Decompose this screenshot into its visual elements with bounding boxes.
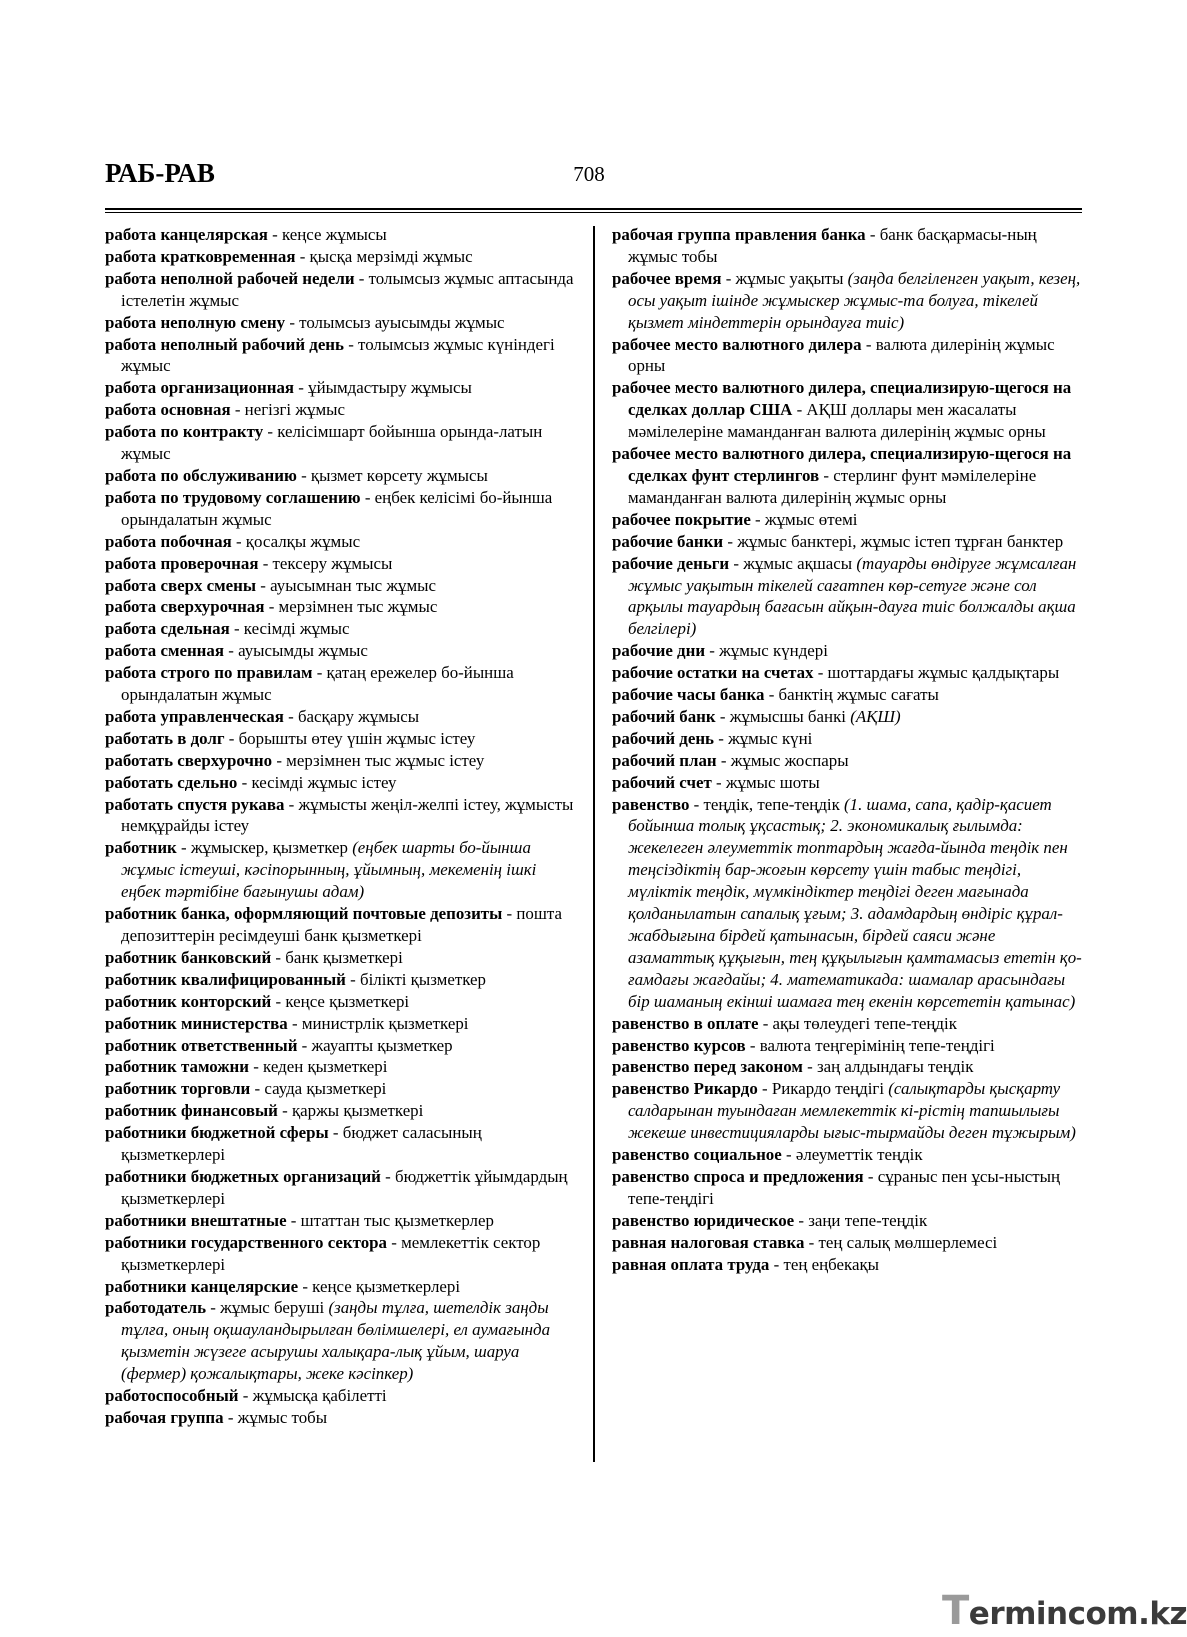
dictionary-entry	[612, 1210, 1082, 1232]
entry-term: работа неполной рабочей недели	[105, 268, 355, 288]
entry-term: рабочая группа правления банка	[612, 225, 866, 244]
dictionary-entry	[612, 684, 1082, 706]
entry-term: работа сверх смены	[105, 575, 257, 595]
entry-term: рабочие деньги	[612, 553, 730, 573]
entry-term: работник квалифицированный	[105, 969, 346, 989]
entry-term: работать в долг	[105, 728, 225, 748]
entry-translation: - ауысымнан тыс жұмыс	[256, 575, 436, 595]
dictionary-entry	[105, 1100, 575, 1122]
entry-term: работать сверхурочно	[105, 750, 273, 770]
entry-translation: - қысқа мерзімді жұмыс	[295, 246, 473, 266]
dictionary-entry	[612, 750, 1082, 772]
dictionary-entry	[105, 662, 575, 706]
watermark-logo	[942, 1588, 1187, 1634]
dictionary-entry	[612, 1035, 1082, 1057]
entry-term: равенство спроса и предложения	[612, 1166, 864, 1186]
entry-translation: - стерлинг фунт мәмілелеріне маманданған валюта дилерінің жұмыс орны	[628, 465, 1037, 507]
right-column	[612, 224, 1082, 1276]
entry-term: рабочие банки	[612, 531, 724, 551]
entry-translation: - қосалқы жұмыс	[231, 531, 361, 551]
dictionary-entry	[105, 1035, 575, 1057]
dictionary-entry	[612, 377, 1082, 443]
entry-translation: - мерзімнен тыс жұмыс	[264, 597, 438, 617]
entry-translation: - ұйымдастыру жұмысы	[294, 378, 472, 398]
entry-translation: - ақы төлеудегі тепе-теңдік	[758, 1013, 957, 1033]
dictionary-entry	[612, 268, 1082, 334]
dictionary-entry	[105, 399, 575, 421]
dictionary-entry	[105, 618, 575, 640]
dictionary-entry	[105, 553, 575, 575]
entry-term: работать спустя рукава	[105, 794, 285, 814]
dictionary-entry	[105, 575, 575, 597]
entry-translation: - жұмыс уақыты	[721, 268, 848, 288]
dictionary-entry	[105, 531, 575, 553]
dictionary-entry	[612, 224, 1082, 268]
header-rule-bottom	[105, 212, 1082, 213]
dictionary-entry	[105, 1078, 575, 1100]
dictionary-entry	[105, 947, 575, 969]
entry-term: работодатель	[105, 1298, 207, 1318]
dictionary-entry	[105, 1232, 575, 1276]
entry-term: работники внештатные	[105, 1210, 287, 1230]
entry-term: работники бюджетной сферы	[105, 1123, 329, 1143]
entry-term: работа основная	[105, 400, 231, 420]
dictionary-entry	[612, 1056, 1082, 1078]
entry-translation: - жауапты қызметкер	[297, 1035, 453, 1055]
entry-translation: - борышты өтеу үшін жұмыс істеу	[224, 728, 476, 748]
entry-term: работники канцелярские	[105, 1276, 299, 1296]
entry-term: работа по контракту	[105, 422, 264, 442]
entry-term: рабочие дни	[612, 641, 706, 661]
entry-translation: - толымсыз жұмыс күніндегі жұмыс	[121, 334, 555, 376]
entry-term: работник	[105, 838, 177, 858]
entry-translation: - жұмыс күндері	[705, 641, 828, 661]
entry-translation: - тең еңбекақы	[769, 1254, 880, 1274]
entry-term: работник ответственный	[105, 1035, 298, 1055]
entry-translation: - сұраныс пен ұсы-ныстың тепе-теңдігі	[628, 1166, 1061, 1208]
entry-translation: - жұмыс күні	[714, 728, 813, 748]
entry-term: работа организационная	[105, 378, 295, 398]
dictionary-entry	[105, 1297, 575, 1385]
entry-translation: - кеден қызметкері	[248, 1057, 388, 1077]
entry-translation: - штаттан тыс қызметкерлер	[286, 1210, 494, 1230]
entry-term: рабочие часы банка	[612, 685, 765, 705]
entry-term: работа канцелярская	[105, 225, 268, 244]
entry-term: работа сдельная	[105, 619, 230, 639]
entry-translation: - білікті қызметкер	[345, 969, 486, 989]
column-divider	[593, 226, 595, 1462]
dictionary-entry	[612, 531, 1082, 553]
entry-translation: - кесімді жұмыс істеу	[237, 772, 397, 792]
entry-term: равенство перед законом	[612, 1057, 803, 1077]
entry-translation: - жұмыскер, қызметкер	[176, 838, 353, 858]
entry-translation: - теңдік, тепе-теңдік	[689, 794, 845, 814]
entry-translation: - заңи тепе-теңдік	[794, 1210, 928, 1230]
entry-translation: - банк қызметкері	[271, 947, 403, 967]
dictionary-entry	[105, 706, 575, 728]
entry-note: (заңды тұлға, шетелдік заңды тұлға, оның оқшауландырылған бөлімшелері, ел аумағында қызметін жүзеге асырушы халықара-лық ұйым, шаруа (фермер) қожалықтары, жеке кәсіпкер)	[121, 1298, 551, 1384]
entry-translation: - ауысымды жұмыс	[224, 641, 368, 661]
entry-term: рабочее место валютного дилера, специализирую-щегося на сделках фунт стерлингов	[612, 444, 1072, 485]
entry-term: рабочий план	[612, 750, 717, 770]
dictionary-entry	[105, 1056, 575, 1078]
dictionary-entry	[612, 1013, 1082, 1035]
entry-translation: - басқару жұмысы	[283, 706, 420, 726]
entry-term: рабочий день	[612, 728, 714, 748]
dictionary-entry	[612, 728, 1082, 750]
entry-translation: - негізгі жұмыс	[230, 400, 345, 420]
entry-term: рабочий счет	[612, 772, 712, 792]
dictionary-entry	[105, 596, 575, 618]
dictionary-entry	[105, 224, 575, 246]
entry-translation: - валюта теңгерімінің тепе-теңдігі	[745, 1035, 995, 1055]
entry-translation: - министрлік қызметкері	[287, 1013, 469, 1033]
dictionary-entry	[612, 706, 1082, 728]
dictionary-entry	[612, 662, 1082, 684]
entry-term: работа проверочная	[105, 553, 259, 573]
entry-term: равенство Рикардо	[612, 1079, 758, 1099]
entry-translation: - әлеуметтік теңдік	[781, 1145, 923, 1165]
entry-term: работник конторский	[105, 991, 272, 1011]
entry-term: работник министерства	[105, 1013, 288, 1033]
dictionary-entry	[105, 246, 575, 268]
entry-translation: - банктің жұмыс сағаты	[764, 685, 939, 705]
entry-translation: - жұмыс беруші	[206, 1298, 329, 1318]
dictionary-entry	[612, 1166, 1082, 1210]
dictionary-entry	[105, 268, 575, 312]
entry-term: работа неполный рабочий день	[105, 334, 344, 354]
entry-translation: - тексеру жұмысы	[258, 553, 393, 573]
dictionary-entry	[105, 1407, 575, 1429]
entry-note: (тауарды өндіруге жұмсалған жұмыс уақытын тікелей сағатпен көр-сетуге және сол арқылы тауардың бағасын айқын-дауға тиіс болжалды ақша белгілері)	[628, 553, 1077, 639]
dictionary-entry	[105, 728, 575, 750]
dictionary-entry	[612, 1254, 1082, 1276]
watermark-text: ermincom.kz	[968, 1596, 1187, 1632]
dictionary-entry	[105, 750, 575, 772]
dictionary-entry	[105, 969, 575, 991]
entry-translation: - кеңсе қызметкерлері	[298, 1276, 461, 1296]
entry-term: работник торговли	[105, 1079, 251, 1099]
dictionary-entry	[612, 794, 1082, 1013]
dictionary-entry	[105, 312, 575, 334]
dictionary-entry	[105, 991, 575, 1013]
dictionary-entry	[105, 903, 575, 947]
entry-term: работник таможни	[105, 1057, 249, 1077]
dictionary-entry	[612, 509, 1082, 531]
entry-term: работник финансовый	[105, 1101, 278, 1121]
dictionary-entry	[105, 1210, 575, 1232]
entry-translation: - жұмысты жеңіл-желпі істеу, жұмысты немқұрайды істеу	[121, 794, 574, 836]
entry-term: работа кратковременная	[105, 246, 296, 266]
dictionary-entry	[105, 377, 575, 399]
entry-term: рабочее место валютного дилера	[612, 334, 862, 354]
dictionary-entry	[105, 487, 575, 531]
entry-term: рабочее время	[612, 268, 722, 288]
entry-translation: - Рикардо теңдігі	[757, 1079, 889, 1099]
entry-translation: - жұмыс тобы	[223, 1407, 328, 1427]
entry-term: рабочая группа	[105, 1407, 224, 1427]
entry-translation: - мемлекеттік сектор қызметкерлері	[121, 1232, 541, 1274]
entry-term: работа по трудовому соглашению	[105, 487, 361, 507]
entry-translation: - мерзімнен тыс жұмыс істеу	[272, 750, 485, 770]
entry-term: равенство социальное	[612, 1145, 782, 1165]
entry-translation: - жұмыс шоты	[711, 772, 820, 792]
entry-term: рабочий банк	[612, 706, 716, 726]
entry-term: работник банковский	[105, 947, 272, 967]
dictionary-entry	[105, 465, 575, 487]
entry-term: работа управленческая	[105, 706, 284, 726]
dictionary-entry	[105, 1122, 575, 1166]
entry-translation: - толымсыз ауысымды жұмыс	[285, 312, 505, 332]
entry-translation: - келісімшарт бойынша орында-латын жұмыс	[121, 422, 543, 464]
entry-note: (1. шама, сапа, қадір-қасиет бойынша толық ұқсастық; 2. экономикалық ғылымда: жекелеген әлеуметтік топтардың жағда-йында теңдік пен теңсіздіктің бар-жоғын көрсету үшін табыс теңдігі, мүліктік теңдік, мүмкіндіктер теңдігі деген мағынада қолданылатын сапалық ұғым; 3. адамдардың өндіріс құрал-жабдығына бірдей қатынасын, бірдей саяси және азаматтық құқығын, тең құқылығын қамтамасыз ететін қо-ғамдағы жағдайы; 4. математикада: шамалар арасындағы бір шаманың екінші шамаға тең екенін көрсететін қатынас)	[628, 794, 1082, 1011]
dictionary-entry	[612, 1232, 1082, 1254]
entry-term: равная налоговая ставка	[612, 1232, 805, 1252]
dictionary-entry	[612, 1144, 1082, 1166]
entry-term: работа побочная	[105, 531, 232, 551]
entry-translation: - жұмыс ақшасы	[729, 553, 857, 573]
entry-translation: - АҚШ доллары мен жасалаты мәмілелеріне маманданған валюта дилерінің жұмыс орны	[628, 400, 1046, 442]
watermark-t: T	[942, 1588, 969, 1634]
dictionary-entry	[105, 421, 575, 465]
entry-translation: - жұмыс өтемі	[750, 509, 858, 529]
entry-term: работать сдельно	[105, 772, 238, 792]
entry-translation: - кеңсе қызметкері	[271, 991, 410, 1011]
entry-translation: - жұмыс банктері, жұмыс істеп тұрған банктер	[723, 531, 1064, 551]
entry-term: рабочее покрытие	[612, 509, 751, 529]
entry-note: (АҚШ)	[850, 706, 901, 726]
entry-translation: - пошта депозиттерін ресімдеуші банк қызметкері	[121, 904, 562, 945]
entry-translation: - жұмысшы банкі	[715, 706, 851, 726]
entry-term: равенство	[612, 794, 690, 814]
entry-term: рабочее место валютного дилера, специализирую-щегося на сделках доллар США	[612, 378, 1072, 420]
entry-translation: - валюта дилерінің жұмыс орны	[628, 334, 1055, 376]
entry-note: (заңда белгіленген уақыт, кезең, осы уақыт ішінде жұмыскер жұмыс-та болуға, тікелей қызмет міндеттерін орындауға тиіс)	[628, 268, 1081, 332]
entry-translation: - жұмысқа қабілетті	[238, 1386, 387, 1406]
entry-note: (салықтарды қысқарту салдарынан туындаған мемлекеттік кі-рістің тапшылығы жекеше инвестицияларды ығыс-тырмайды деген тұжырым)	[628, 1079, 1076, 1143]
entry-translation: - қызмет көрсету жұмысы	[296, 465, 488, 485]
dictionary-entry	[105, 772, 575, 794]
entry-translation: - бюджеттік ұйымдардың қызметкерлері	[121, 1166, 568, 1208]
entry-translation: - кеңсе жұмысы	[267, 225, 387, 244]
dictionary-entry	[105, 640, 575, 662]
entry-translation: - кесімді жұмыс	[229, 619, 350, 639]
left-column	[105, 224, 575, 1429]
dictionary-entry	[612, 334, 1082, 378]
entry-term: работа по обслуживанию	[105, 465, 297, 485]
entry-translation: - шоттардағы жұмыс қалдықтары	[813, 663, 1060, 683]
entry-term: рабочие остатки на счетах	[612, 663, 814, 683]
entry-term: работники бюджетных организаций	[105, 1166, 381, 1186]
dictionary-entry	[105, 837, 575, 903]
entry-translation: - банк басқармасы-ның жұмыс тобы	[628, 225, 1037, 266]
dictionary-entry	[612, 1078, 1082, 1144]
dictionary-entry	[105, 1385, 575, 1407]
dictionary-entry	[612, 640, 1082, 662]
dictionary-entry	[105, 794, 575, 838]
entry-translation: - еңбек келісімі бо-йынша орындалатын жұмыс	[121, 487, 553, 529]
entry-term: равная оплата труда	[612, 1254, 770, 1274]
dictionary-entry	[105, 1276, 575, 1298]
entry-translation: - толымсыз жұмыс аптасында істелетін жұмыс	[121, 268, 574, 310]
dictionary-entry	[105, 1013, 575, 1035]
dictionary-entry	[105, 334, 575, 378]
dictionary-entry	[612, 443, 1082, 509]
header-rule-top	[105, 208, 1082, 210]
entry-term: работа неполную смену	[105, 312, 286, 332]
entry-term: работник банка, оформляющий почтовые депозиты	[105, 904, 503, 924]
page-header-range: РАБ-РАВ	[105, 158, 215, 188]
entry-note: (еңбек шарты бо-йынша жұмыс істеуші, кәсіпорынның, ұйымның, мекеменің ішкі еңбек тәртібіне бағынушы адам)	[121, 838, 537, 902]
entry-term: работа сверхурочная	[105, 597, 265, 617]
entry-translation: - сауда қызметкері	[250, 1079, 387, 1099]
entry-term: равенство курсов	[612, 1035, 746, 1055]
entry-term: равенство в оплате	[612, 1013, 759, 1033]
entry-term: работоспособный	[105, 1386, 239, 1406]
entry-term: работа строго по правилам	[105, 663, 313, 683]
entry-translation: - қаржы қызметкері	[277, 1101, 424, 1121]
dictionary-entry	[612, 772, 1082, 794]
entry-term: работники государственного сектора	[105, 1232, 387, 1252]
entry-term: равенство юридическое	[612, 1210, 795, 1230]
page-number: 708	[573, 162, 605, 186]
dictionary-entry	[612, 553, 1082, 641]
entry-translation: - қатаң ережелер бо-йынша орындалатын жұмыс	[121, 663, 514, 705]
entry-translation: - жұмыс жоспары	[716, 750, 849, 770]
dictionary-entry	[105, 1166, 575, 1210]
entry-term: работа сменная	[105, 641, 225, 661]
entry-translation: - заң алдындағы теңдік	[802, 1057, 974, 1077]
entry-translation: - бюджет саласының қызметкерлері	[121, 1123, 482, 1165]
entry-translation: - тең салық мөлшерлемесі	[804, 1232, 998, 1252]
